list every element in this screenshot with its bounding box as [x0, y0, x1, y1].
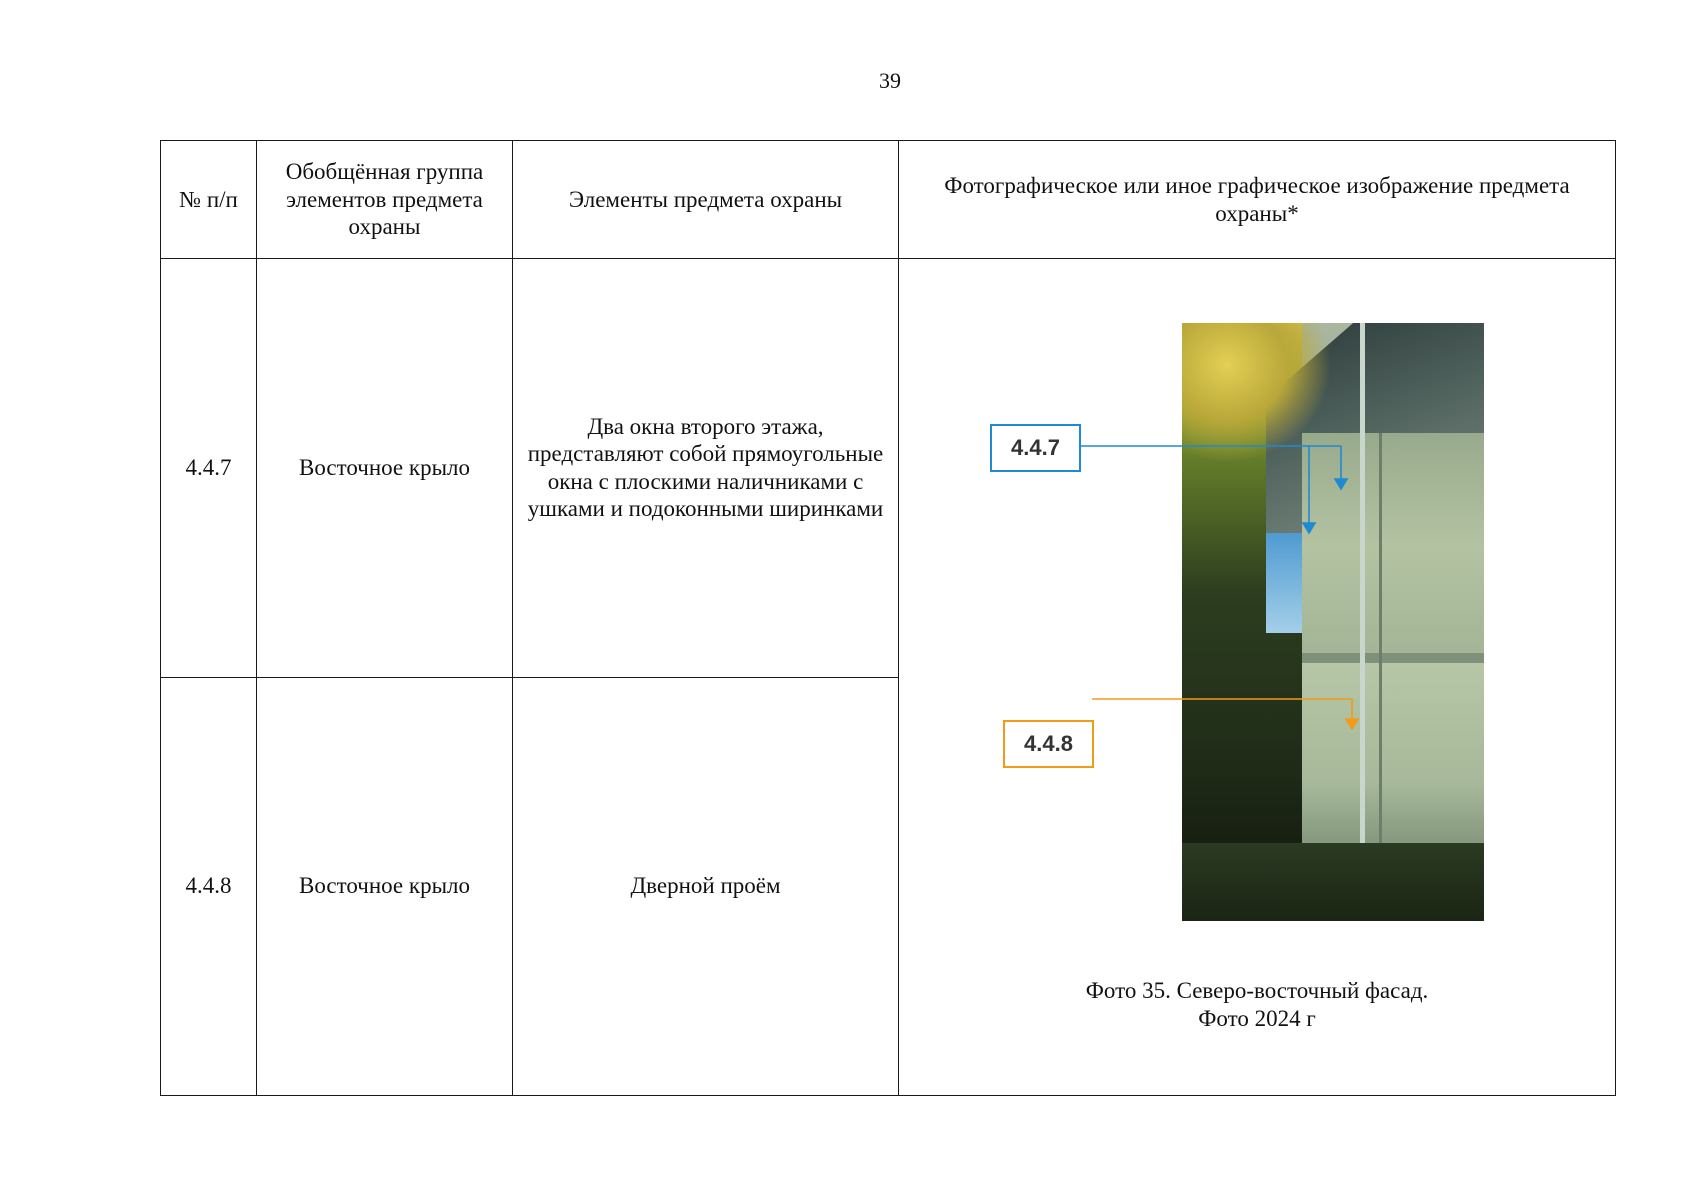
photo-cell: [899, 259, 1616, 1096]
photo-cornice: [1302, 653, 1484, 663]
photo-ground: [1182, 843, 1484, 921]
header-group: Обобщённая группа элементов предмета охраны: [257, 141, 513, 259]
photo-caption: [899, 977, 1615, 1032]
header-elements: Элементы предмета охраны: [513, 141, 899, 259]
caption-line-2: Фото 2024 г: [1198, 1005, 1316, 1031]
protection-table: [160, 140, 1616, 1096]
photo-leaves: [1182, 323, 1332, 463]
row-element-cell: Два окна второго этажа, представляют собой прямоугольные окна с плоскими наличниками с ушками и подоконными ширинками: [513, 259, 899, 678]
row-group-cell: Восточное крыло: [257, 677, 513, 1096]
photo-lower-wall: [1302, 663, 1484, 863]
row-number-cell: 4.4.7: [161, 259, 257, 678]
photo-sky: [1266, 533, 1306, 633]
row-group-cell: Восточное крыло: [257, 259, 513, 678]
label-4-4-8: 4.4.8: [1003, 720, 1094, 768]
page-number: 39: [879, 68, 901, 93]
table-header-row: [161, 141, 1616, 259]
row-element-cell: Дверной проём: [513, 677, 899, 1096]
photo-area: [899, 259, 1615, 1095]
photo-upper-wall: [1302, 433, 1484, 658]
caption-line-1: Фото 35. Северо-восточный фасад.: [1085, 978, 1429, 1003]
row-number-cell: 4.4.8: [161, 677, 257, 1096]
table-row: [161, 259, 1616, 678]
facade-photo: [1182, 323, 1484, 921]
photo-building-corner: [1379, 433, 1382, 863]
header-image: Фотографическое или иное графическое изображение предмета охраны*: [899, 141, 1616, 259]
header-number: № п/п: [161, 141, 257, 259]
photo-drainpipe: [1360, 323, 1365, 863]
label-4-4-7: 4.4.7: [990, 424, 1081, 472]
